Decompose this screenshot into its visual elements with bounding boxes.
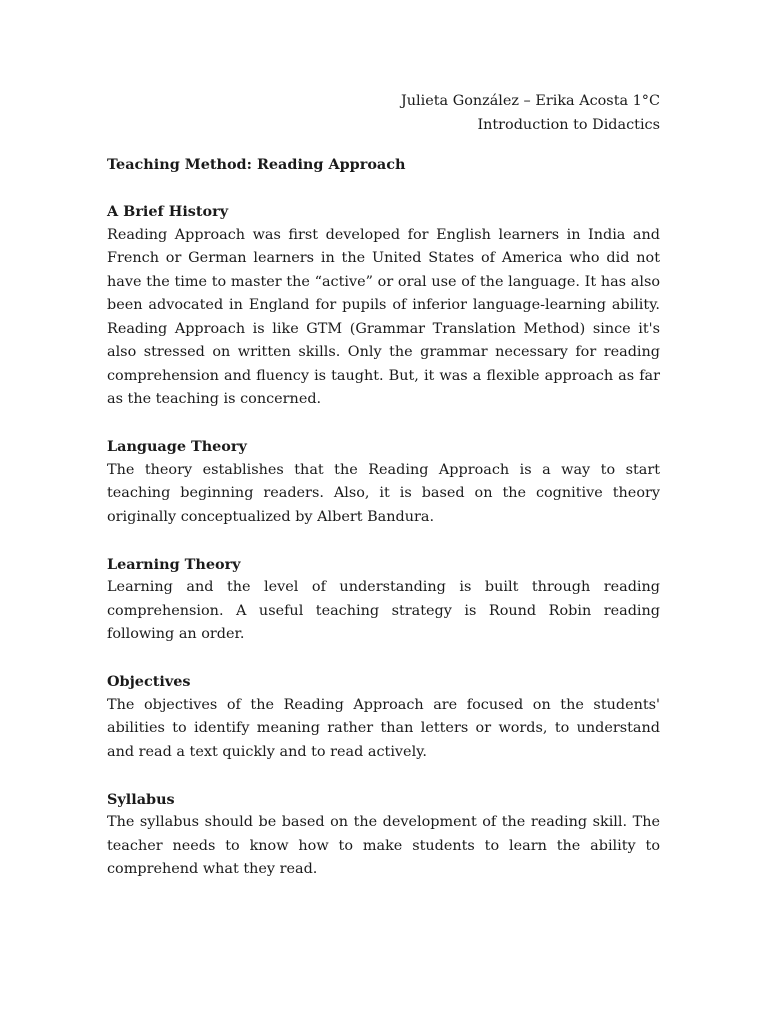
- course-line: Introduction to Didactics: [477, 116, 660, 133]
- document-header: [107, 90, 660, 137]
- document-page: [107, 90, 660, 882]
- section-body: The objectives of the Reading Approach are focused on the students' abilities to identify meaning rather than letters or words, to understand and read a text quickly and to read actively.: [107, 696, 660, 760]
- section-body: Reading Approach was first developed for English learners in India and French or German learners in the United States of America who did not have the time to master the “active” or oral use of the language. It has also been advocated in England for pupils of inferior language-learning ability. Reading Approach is like GTM (Grammar Translation Method) since it's also stressed on written skills. Only the grammar necessary for reading comprehension and fluency is taught. But, it was a flexible approach as far as the teaching is concerned.: [107, 226, 660, 407]
- section-learning-theory: [107, 553, 660, 647]
- section-body: The syllabus should be based on the development of the reading skill. The teacher needs to know how to make students to learn the ability to comprehend what they read.: [107, 814, 660, 877]
- section-objectives: [107, 670, 660, 764]
- section-syllabus: [107, 788, 660, 882]
- authors-line: Julieta González – Erika Acosta 1°C: [401, 93, 660, 109]
- section-brief-history: [107, 200, 660, 412]
- document-title: Teaching Method: Reading Approach: [107, 156, 406, 173]
- section-heading: Language Theory: [107, 438, 247, 455]
- section-heading: A Brief History: [107, 203, 229, 220]
- section-body: The theory establishes that the Reading Approach is a way to start teaching beginning readers. Also, it is based on the cognitive theory originally conceptualized by Albert Bandura.: [107, 461, 660, 525]
- section-heading: Syllabus: [107, 790, 175, 808]
- section-heading: Learning Theory: [107, 555, 241, 573]
- section-language-theory: [107, 435, 660, 529]
- section-heading: Objectives: [107, 673, 191, 690]
- section-body: Learning and the level of understanding is built through reading comprehension. A useful teaching strategy is Round Robin reading following an order.: [107, 579, 660, 642]
